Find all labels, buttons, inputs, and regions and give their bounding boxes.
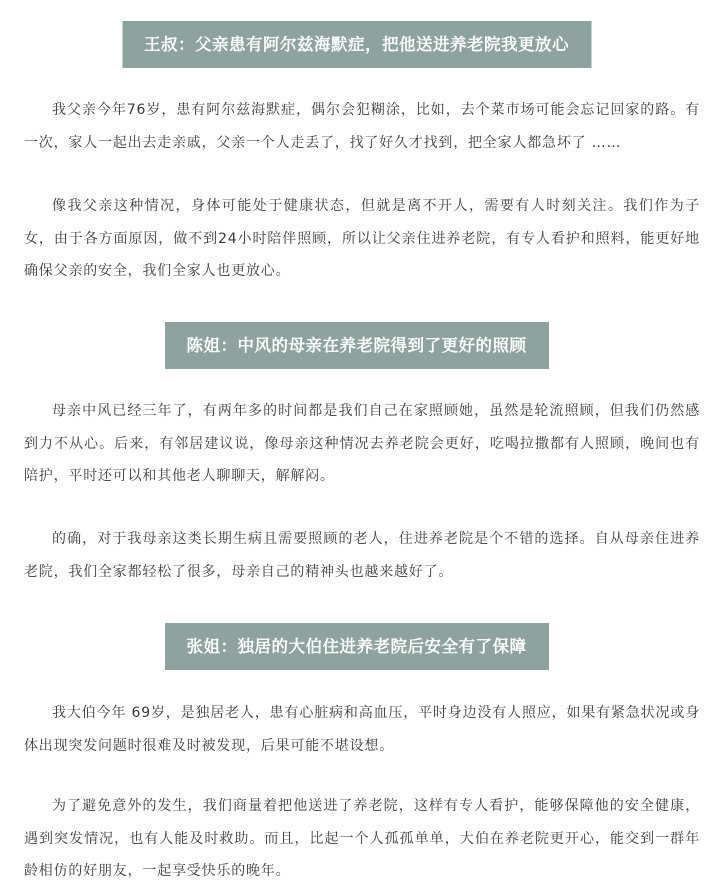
paragraph-zhang-1: 我大伯今年 69岁，是独居老人，患有心脏病和高血压，平时身边没有人照应，如果有紧急状况或身体出现突发问题时很难及时被发现，后果可能不堪设想。 (24, 705, 700, 754)
section-header-zhang: 张姐：独居的大伯住进养老院后安全有了保障 (165, 623, 549, 670)
section-header-wang: 王叔：父亲患有阿尔兹海默症，把他送进养老院我更放心 (122, 21, 591, 68)
paragraph-chen-2: 的确，对于我母亲这类长期生病且需要照顾的老人，住进养老院是个不错的选择。自从母亲住进养老院，我们全家都轻松了很多，母亲自己的精神头也越来越好了。 (24, 531, 700, 580)
paragraph-chen-1: 母亲中风已经三年了，有两年多的时间都是我们自己在家照顾她，虽然是轮流照顾，但我们仍然感到力不从心。后来，有邻居建议说，像母亲这种情况去养老院会更好，吃喝拉撒都有人照顾，晚间也有陪护，平时还可以和其他老人聊聊天，解解闷。 (24, 403, 700, 484)
paragraph-wang-2: 像我父亲这种情况，身体可能处于健康状态，但就是离不开人，需要有人时刻关注。我们作为子女，由于各方面原因，做不到24小时陪伴照顾，所以让父亲住进养老院，有专人看护和照料，能更好地确保父亲的安全，我们全家人也更放心。 (24, 198, 700, 279)
paragraph-wang-1: 我父亲今年76岁，患有阿尔兹海默症，偶尔会犯糊涂，比如，去个菜市场可能会忘记回家的路。有一次，家人一起出去走亲戚，父亲一个人走丢了，找了好久才找到，把全家人都急坏了 …… (24, 102, 700, 151)
section-header-chen: 陈姐：中风的母亲在养老院得到了更好的照顾 (165, 322, 549, 369)
paragraph-zhang-2: 为了避免意外的发生，我们商量着把他送进了养老院，这样有专人看护，能够保障他的安全健康，遇到突发情况，也有人能及时救助。而且，比起一个人孤孤单单，大伯在养老院更开心，能交到一群年龄相仿的好朋友，一起享受快乐的晚年。 (24, 798, 700, 879)
